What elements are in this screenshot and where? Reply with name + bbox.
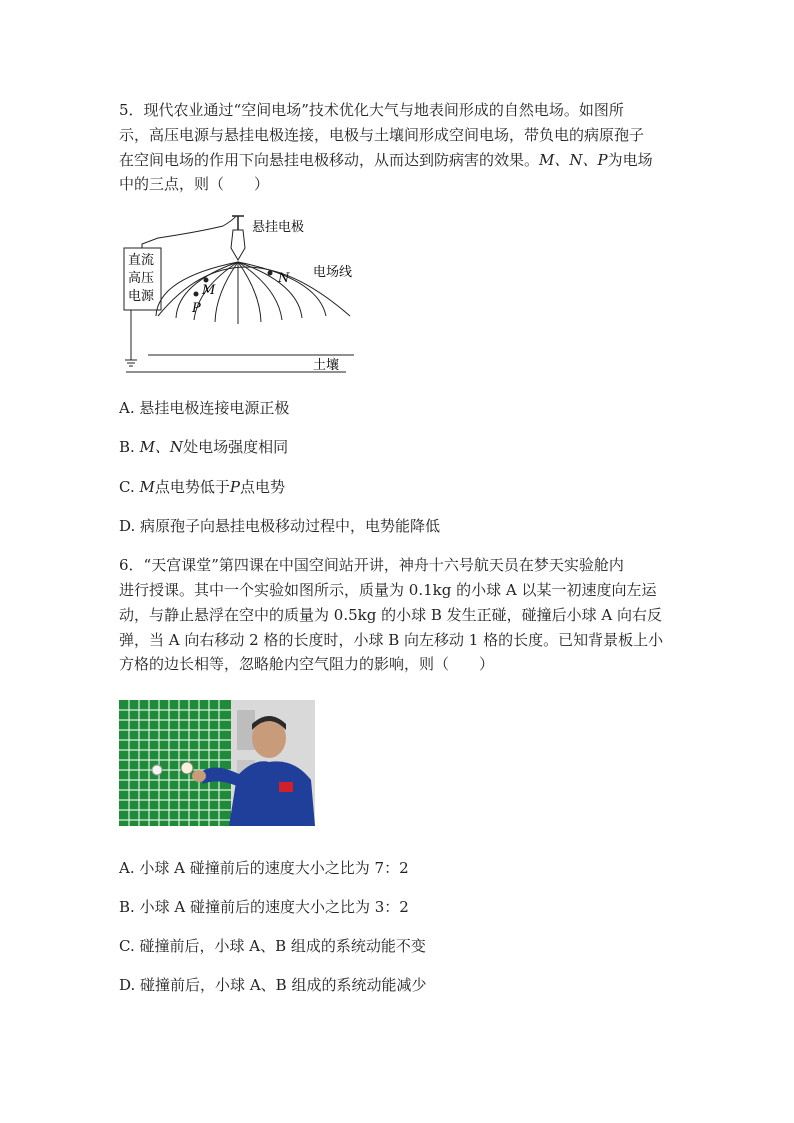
q5-option-d-text: 病原孢子向悬挂电极移动过程中，电势能降低 [140,517,441,535]
electrode-label: 悬挂电极 [252,220,305,235]
point-m-label: M [202,283,216,298]
q5-option-c-var1: M [139,478,155,496]
point-p-label: P [192,301,201,316]
soil-label: 土壤 [313,358,340,373]
q5-option-a[interactable] [119,398,289,418]
power-label-line-1: 直流 [128,253,155,268]
q5-stem-line-2: 示，高压电源与悬挂电极连接，电极与土壤间形成空间电场，带负电的病原孢子 [119,126,645,144]
q5-stem-vars: M、N、P [539,151,608,169]
q5-stem-line-3-text: 在空间电场的作用下向悬挂电极移动，从而达到防病害的效果。 [119,151,540,169]
q6-stem-line-4: 弹，当 A 向右移动 2 格的长度时，小球 B 向左移动 1 格的长度。已知背景板上小 [119,631,664,649]
q6-option-c-letter: C. [119,937,135,955]
q6-stem-line-2: 进行授课。其中一个实验如图所示，质量为 0.1kg 的小球 A 以某一初速度向左运 [119,581,657,599]
wire [142,216,236,248]
point-n-label: N [278,271,290,286]
q6-stem-line-3: 动，与静止悬浮在空中的质量为 0.5kg 的小球 B 发生正碰，碰撞后小球 A 向右反 [119,606,663,624]
q5-stem-line-1: 5．现代农业通过“空间电场”技术优化大气与地表间形成的自然电场。如图所 [119,101,624,119]
grid-board [119,700,231,826]
q5-electric-field-figure [118,208,363,378]
power-label-line-3: 电源 [128,289,155,304]
q6-option-d-text: 碰撞前后，小球 A、B 组成的系统动能减少 [140,976,427,994]
q6-option-d[interactable] [119,975,426,995]
q5-option-d[interactable] [119,516,440,536]
q5-option-c-text2: 点电势 [239,478,285,496]
q6-option-b-text: 小球 A 碰撞前后的速度大小之比为 3：2 [139,898,409,916]
q6-option-c-text: 碰撞前后，小球 A、B 组成的系统动能不变 [139,937,426,955]
q6-option-c[interactable] [119,936,426,956]
q5-option-c[interactable] [119,477,285,497]
ball-b [152,765,162,775]
field-line-label: 电场线 [313,265,353,280]
power-label-line-2: 高压 [128,271,155,286]
q5-option-c-text1: 点电势低于 [154,478,230,496]
q6-stem-line-5: 方格的边长相等，忽略舱内空气阻力的影响，则（ ） [119,655,495,673]
point-m [204,278,209,283]
q6-photo-svg [119,700,315,826]
q6-option-b-letter: B. [119,898,135,916]
electrode-body [231,230,245,260]
q6-option-d-letter: D. [119,976,136,994]
q6-option-b[interactable] [119,897,409,917]
flag-patch [279,782,293,792]
q6-option-a-letter: A. [119,859,135,877]
q5-option-b-vars: M、N [139,438,184,456]
q5-stem-tail: 为电场 [607,151,653,169]
q5-option-a-text: 悬挂电极连接电源正极 [139,399,290,417]
q5-option-d-letter: D. [119,517,136,535]
q5-stem-line-4: 中的三点，则（ ） [119,175,270,193]
ball-a [181,762,193,774]
q5-option-c-letter: C. [119,478,135,496]
q5-stem-line-3 [119,150,653,170]
q5-option-b-letter: B. [119,438,135,456]
q6-stem-line-1: 6．“天宫课堂”第四课在中国空间站开讲，神舟十六号航天员在梦天实验舱内 [119,556,624,574]
point-p [194,292,199,297]
q5-option-a-letter: A. [119,399,135,417]
q5-option-b-text: 处电场强度相同 [183,438,289,456]
q6-option-a[interactable] [119,858,409,878]
point-n [268,271,273,276]
q5-option-b[interactable] [119,437,288,457]
q5-option-c-var2: P [229,478,240,496]
q6-photo [119,700,315,826]
q6-option-a-text: 小球 A 碰撞前后的速度大小之比为 7：2 [139,859,409,877]
